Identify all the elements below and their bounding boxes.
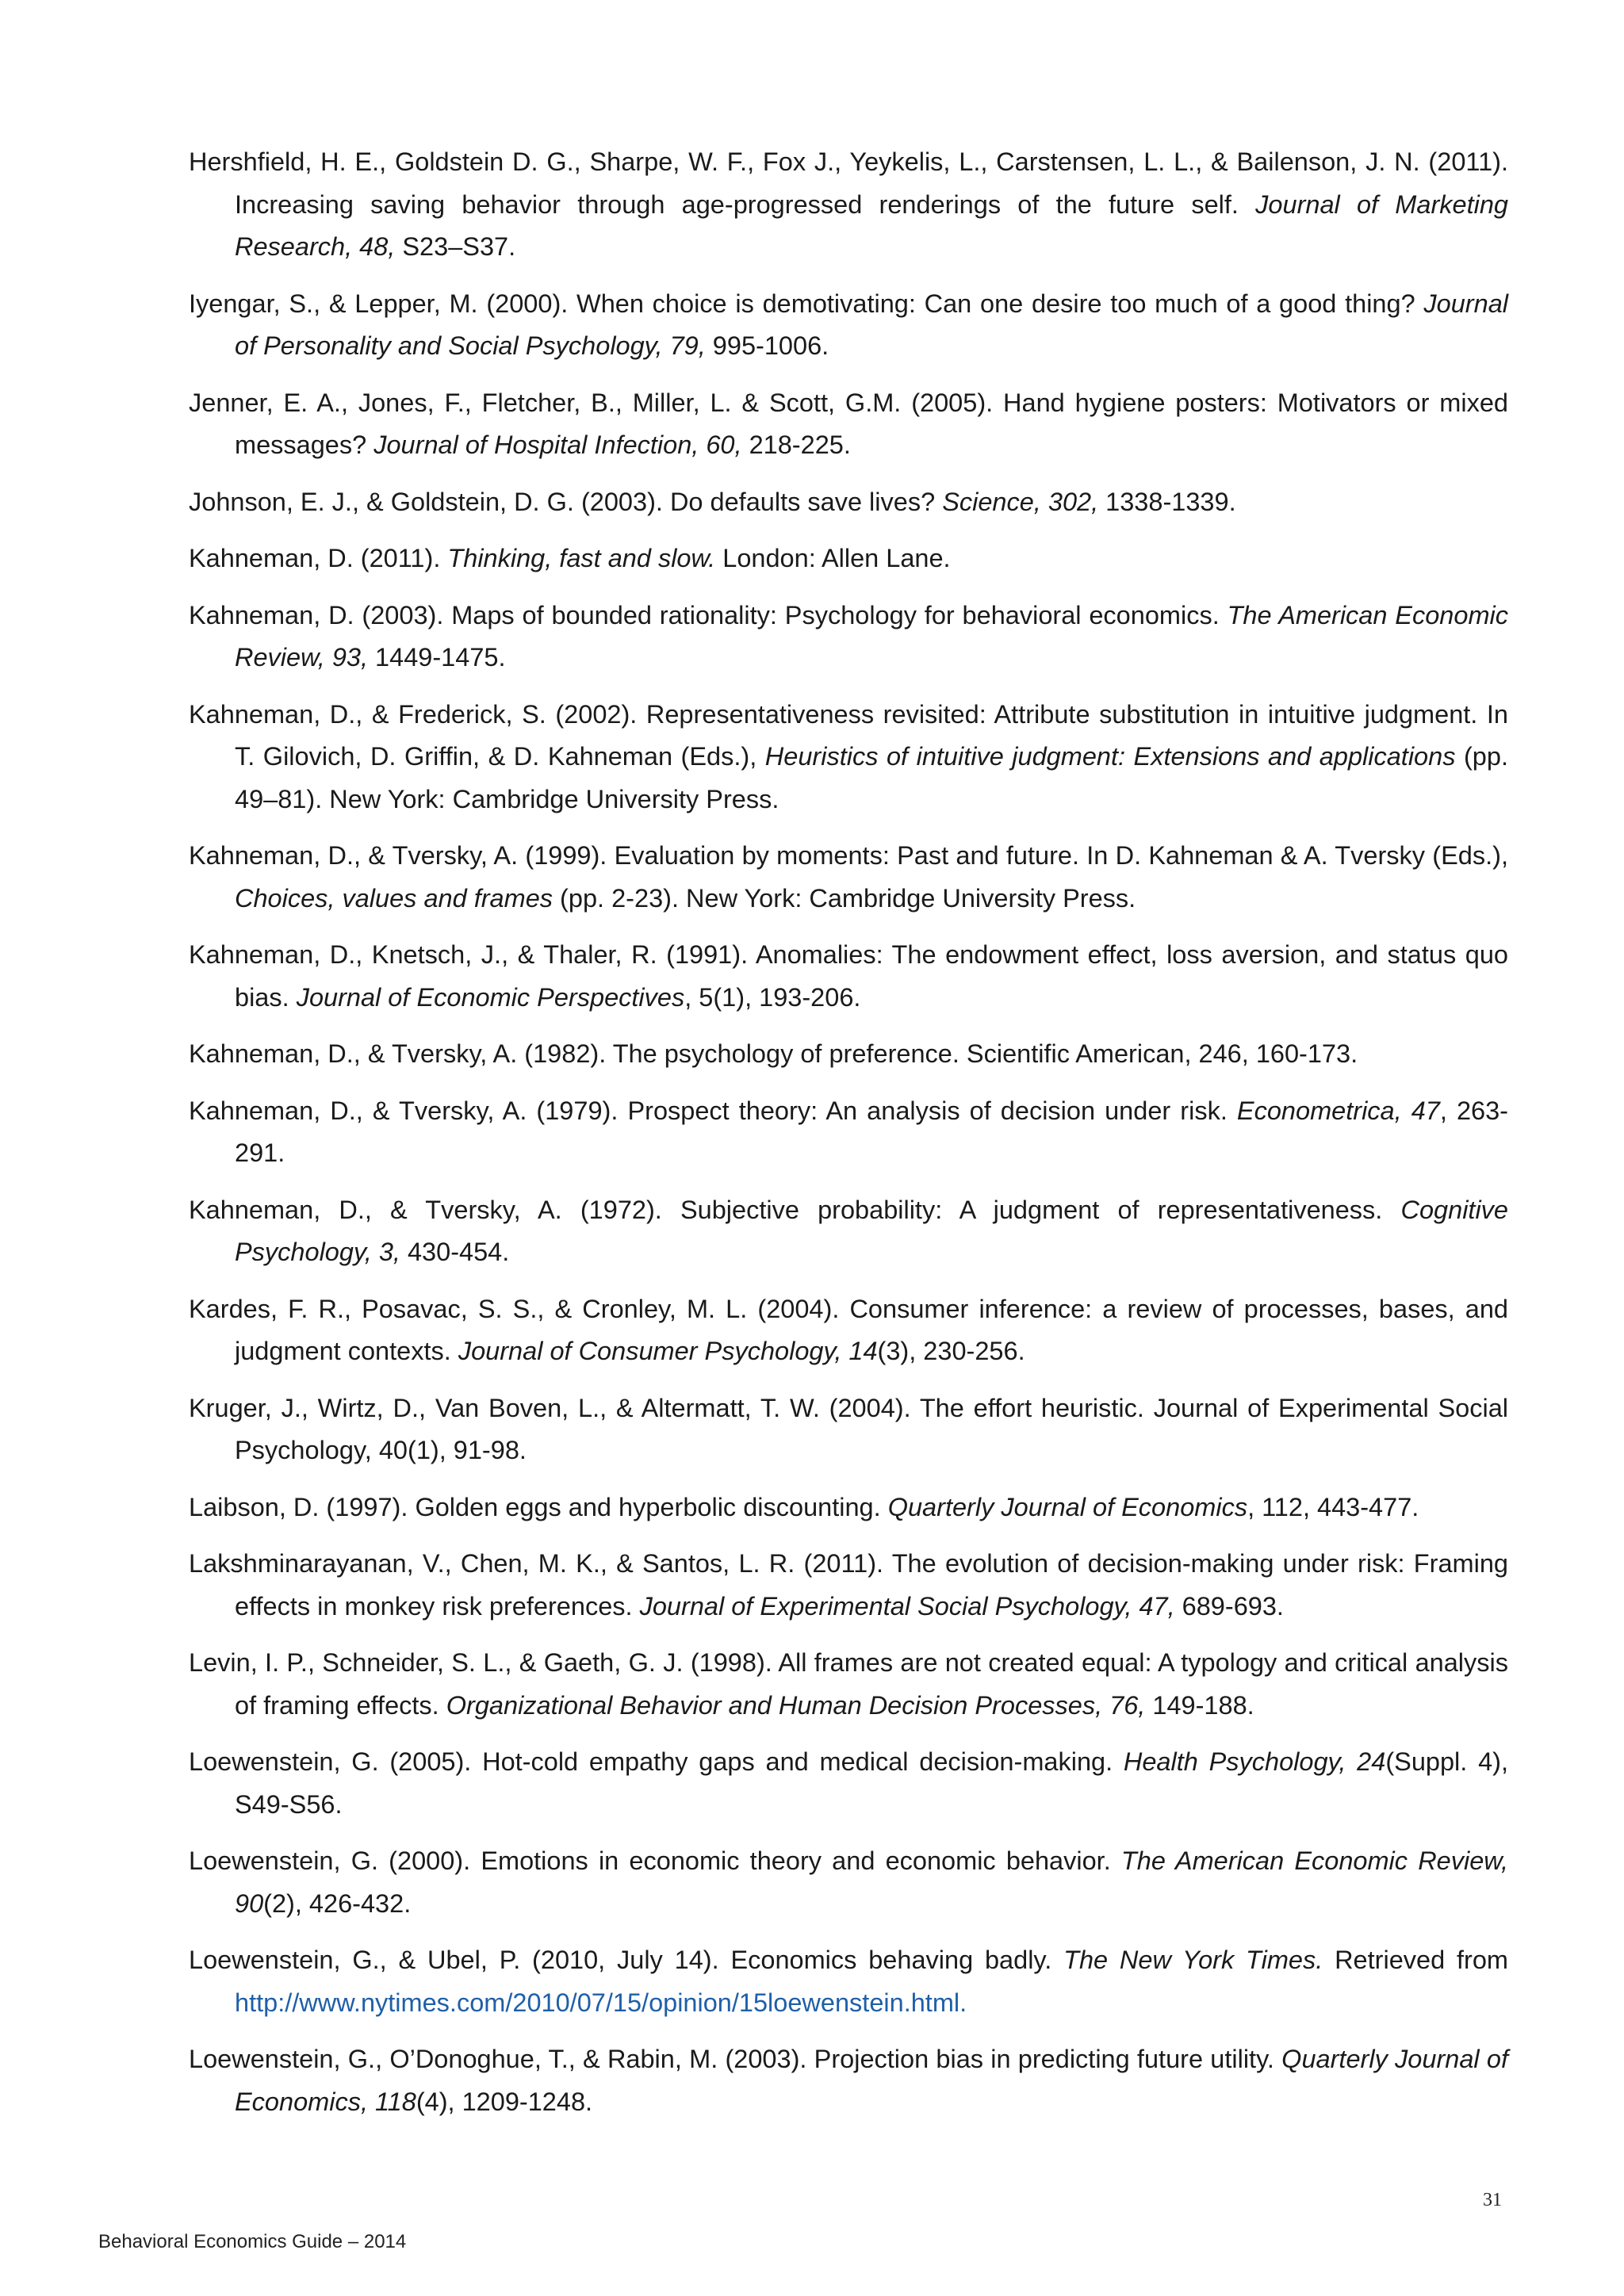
reference-text: , 5(1), 193-206. [684, 982, 861, 1012]
reference-entry [189, 2038, 1508, 2123]
reference-text: , 263-291. [235, 1096, 1508, 1167]
reference-text: Lakshminarayanan, V., Chen, M. K., & Santos, L. R. (2011). The evolution of decision-making under risk: Framing effects in monkey risk preferences. [189, 1549, 1508, 1621]
reference-entry [189, 382, 1508, 467]
reference-text: 689-693. [1174, 1591, 1284, 1621]
reference-entry [189, 481, 1508, 524]
reference-entry [189, 1090, 1508, 1175]
reference-text: (3), 230-256. [877, 1337, 1025, 1365]
reference-text: Kahneman, D., & Tversky, A. (1999). Evaluation by moments: Past and future. In D. Kahneman & A. Tversky (Eds.), [189, 841, 1508, 870]
reference-source-title: Cognitive Psychology, 3, [235, 1195, 1508, 1266]
reference-text: 218-225. [741, 430, 851, 459]
reference-text: (4), 1209-1248. [416, 2087, 593, 2116]
reference-entry [189, 1741, 1508, 1826]
reference-source-title: Quarterly Journal of Economics, 118 [235, 2045, 1508, 2116]
footer-title: Behavioral Economics Guide – 2014 [98, 2231, 407, 2252]
reference-entry [189, 1033, 1508, 1076]
reference-text: Johnson, E. J., & Goldstein, D. G. (2003). Do defaults save lives? [189, 487, 943, 516]
reference-entry [189, 1387, 1508, 1472]
reference-text: , 112, 443-477. [1247, 1492, 1419, 1521]
reference-entry [189, 934, 1508, 1019]
reference-text: Kahneman, D., & Frederick, S. (2002). Representativeness revisited: Attribute substitution in intuitive judgment. In T. Gilovich, D. Griffin, & D. Kahneman (Eds.), [189, 699, 1508, 771]
reference-link[interactable]: http://www.nytimes.com/2010/07/15/opinion/15loewenstein.html. [235, 1988, 967, 2017]
reference-entry [189, 1189, 1508, 1274]
reference-source-title: Organizational Behavior and Human Decision Processes, 76, [446, 1690, 1146, 1720]
page-number: 31 [1483, 2190, 1502, 2210]
reference-text: Kahneman, D. (2003). Maps of bounded rationality: Psychology for behavioral economics. [189, 600, 1228, 629]
reference-source-title: The American Economic Review, 90 [235, 1846, 1508, 1918]
reference-text: Loewenstein, G., & Ubel, P. (2010, July 14). Economics behaving badly. [189, 1946, 1064, 1974]
reference-source-title: The American Economic Review, 93, [235, 600, 1508, 672]
reference-entry [189, 1543, 1508, 1628]
reference-text: Kruger, J., Wirtz, D., Van Boven, L., & Altermatt, T. W. (2004). The effort heuristic. Journal of Experimental Social Psychology, 40(1), 91-98. [189, 1393, 1508, 1464]
reference-source-title: Health Psychology, 24 [1123, 1747, 1386, 1776]
reference-source-title: Journal of Economic Perspectives [296, 982, 685, 1012]
reference-entry [189, 538, 1508, 580]
reference-text: Retrieved from [1323, 1946, 1509, 1974]
reference-entry [189, 1288, 1508, 1373]
reference-source-title: Science, 302, [942, 487, 1099, 516]
reference-text: 430-454. [400, 1238, 510, 1266]
reference-text: Loewenstein, G. (2000). Emotions in economic theory and economic behavior. [189, 1846, 1121, 1875]
reference-text: Jenner, E. A., Jones, F., Fletcher, B., Miller, L. & Scott, G.M. (2005). Hand hygiene posters: Motivators or mixed messages? [189, 388, 1508, 459]
reference-text: Kardes, F. R., Posavac, S. S., & Cronley, M. L. (2004). Consumer inference: a review of processes, bases, and judgment contexts. [189, 1294, 1508, 1365]
reference-text: 149-188. [1145, 1690, 1254, 1720]
reference-text: (pp. 2-23). New York: Cambridge University Press. [553, 883, 1136, 913]
reference-text: Iyengar, S., & Lepper, M. (2000). When choice is demotivating: Can one desire too much of a good thing? [189, 289, 1424, 318]
reference-source-title: The New York Times. [1063, 1946, 1323, 1974]
reference-text: Levin, I. P., Schneider, S. L., & Gaeth, G. J. (1998). All frames are not created equal: A typology and critical analysis of framing effects. [189, 1648, 1508, 1720]
reference-text: London: Allen Lane. [715, 544, 951, 572]
reference-source-title: Thinking, fast and slow. [447, 544, 716, 572]
reference-entry [189, 1939, 1508, 2024]
reference-source-title: Econometrica, 47 [1236, 1096, 1440, 1125]
reference-source-title: Heuristics of intuitive judgment: Extensions and applications [764, 742, 1456, 771]
reference-entry [189, 694, 1508, 821]
reference-text: S23–S37. [395, 232, 516, 261]
reference-list [189, 141, 1508, 2137]
reference-source-title: Journal of Personality and Social Psychology, 79, [235, 289, 1508, 360]
reference-text: Kahneman, D., & Tversky, A. (1972). Subjective probability: A judgment of representativeness. [189, 1195, 1401, 1224]
reference-entry [189, 595, 1508, 679]
reference-text: Kahneman, D., Knetsch, J., & Thaler, R. (1991). Anomalies: The endowment effect, loss aversion, and status quo bias. [189, 940, 1508, 1012]
reference-text: (2), 426-432. [263, 1888, 412, 1918]
reference-text: Hershfield, H. E., Goldstein D. G., Sharpe, W. F., Fox J., Yeykelis, L., Carstensen, L. L., & Bailenson, J. N. (2011). Increasing saving behavior through age-progressed renderings of the future self. [189, 147, 1508, 219]
reference-entry [189, 141, 1508, 269]
reference-text: Kahneman, D., & Tversky, A. (1979). Prospect theory: An analysis of decision under risk. [189, 1096, 1237, 1125]
reference-text: Laibson, D. (1997). Golden eggs and hyperbolic discounting. [189, 1492, 888, 1521]
reference-source-title: Journal of Experimental Social Psychology, 47, [639, 1591, 1175, 1621]
reference-text: Loewenstein, G. (2005). Hot-cold empathy gaps and medical decision-making. [189, 1747, 1124, 1776]
reference-source-title: Journal of Consumer Psychology, 14 [458, 1337, 878, 1365]
reference-text: (Suppl. 4), S49-S56. [235, 1747, 1508, 1819]
reference-source-title: Choices, values and frames [235, 883, 553, 913]
reference-source-title: Quarterly Journal of Economics [887, 1492, 1248, 1521]
reference-text: Loewenstein, G., O’Donoghue, T., & Rabin, M. (2003). Projection bias in predicting future utility. [189, 2045, 1282, 2073]
reference-entry [189, 835, 1508, 920]
reference-source-title: Journal of Marketing Research, 48, [235, 189, 1508, 261]
reference-text: 1338-1339. [1098, 487, 1236, 516]
reference-text: 1449-1475. [368, 643, 506, 672]
reference-entry [189, 1642, 1508, 1727]
reference-entry [189, 1840, 1508, 1925]
reference-text: Kahneman, D., & Tversky, A. (1982). The psychology of preference. Scientific American, 246, 160-173. [189, 1039, 1358, 1068]
reference-text: (pp. 49–81). New York: Cambridge University Press. [235, 742, 1508, 813]
reference-text: 995-1006. [705, 331, 829, 360]
reference-text: Kahneman, D. (2011). [189, 544, 448, 572]
reference-entry [189, 1487, 1508, 1529]
reference-source-title: Journal of Hospital Infection, 60, [373, 430, 742, 459]
reference-entry [189, 283, 1508, 368]
